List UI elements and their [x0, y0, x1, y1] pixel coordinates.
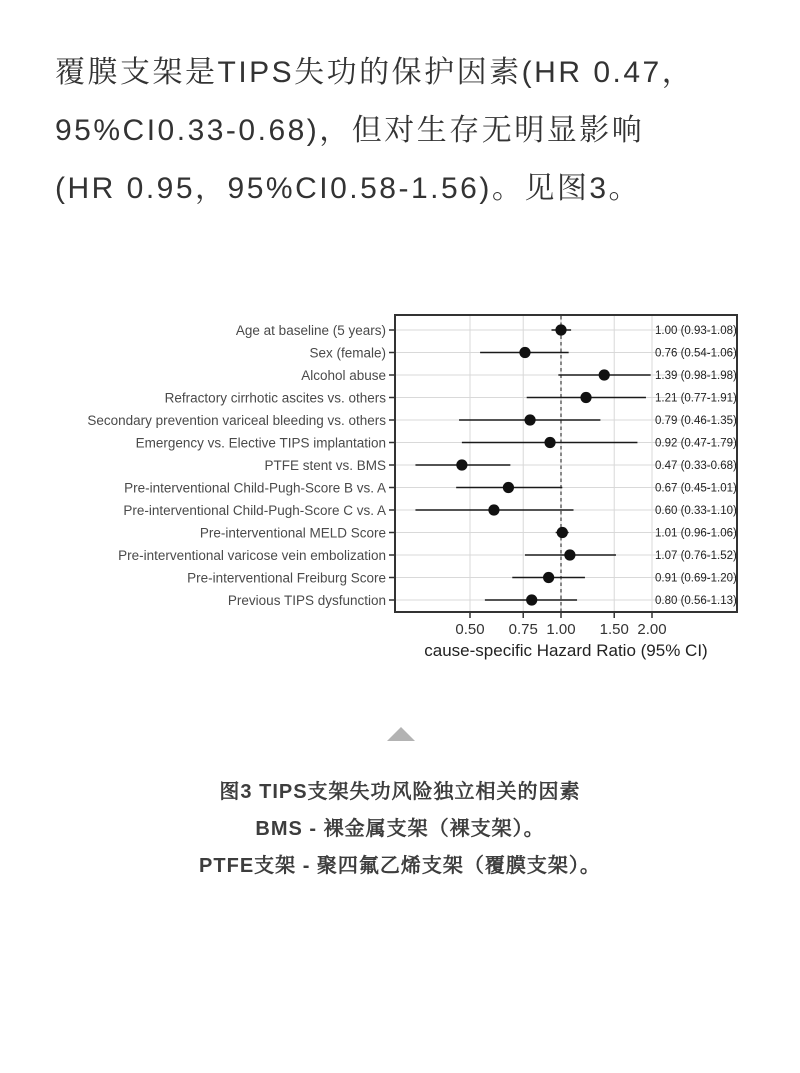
hr-point — [524, 414, 535, 425]
row-value: 0.47 (0.33-0.68) — [655, 460, 737, 472]
row-label: PTFE stent vs. BMS — [264, 457, 386, 473]
hr-point — [543, 572, 554, 583]
row-value: 1.21 (0.77-1.91) — [655, 392, 737, 405]
hr-point — [544, 437, 555, 448]
row-label: Age at baseline (5 years) — [235, 322, 386, 338]
forest-plot — [0, 295, 800, 675]
paragraph-line-1: 覆膜支架是TIPS失功的保护因素(HR 0.47， — [55, 56, 695, 89]
row-label: Pre-interventional varicose vein embolization — [118, 547, 386, 563]
hr-point — [519, 347, 530, 358]
row-value: 0.79 (0.46-1.35) — [655, 415, 737, 427]
figure-caption — [0, 774, 800, 885]
forest-plot-svg — [0, 295, 800, 675]
triangle-up-icon — [387, 727, 415, 741]
caption-title: 图3 TIPS支架失功风险独立相关的因素 — [219, 781, 581, 803]
row-label: Pre-interventional MELD Score — [199, 525, 386, 541]
x-tick-label: 0.50 — [455, 621, 485, 638]
row-value: 1.00 (0.93-1.08) — [655, 325, 737, 337]
row-value: 0.92 (0.47-1.79) — [655, 437, 737, 450]
row-label: Alcohol abuse — [301, 367, 386, 383]
row-label: Sex (female) — [309, 345, 386, 361]
hr-point — [580, 392, 591, 403]
hr-point — [564, 549, 575, 560]
hr-point — [503, 482, 514, 493]
hr-point — [557, 527, 568, 538]
row-label: Refractory cirrhotic ascites vs. others — [164, 390, 386, 406]
row-label: Pre-interventional Child-Pugh-Score C vs. A — [123, 502, 386, 518]
hr-point — [456, 459, 467, 470]
row-value: 0.60 (0.33-1.10) — [655, 505, 737, 517]
x-tick-label: 0.75 — [508, 621, 538, 638]
hr-point — [488, 504, 499, 515]
row-value: 0.67 (0.45-1.01) — [655, 482, 737, 495]
paragraph-line-2: 95%CI0.33-0.68)，但对生存无明显影响 — [55, 114, 645, 147]
body-paragraph — [55, 44, 775, 218]
paragraph-line-3: (HR 0.95，95%CI0.58-1.56)。见图3。 — [55, 172, 642, 205]
row-value: 1.39 (0.98-1.98) — [655, 370, 737, 382]
hr-point — [555, 324, 566, 335]
row-label: Pre-interventional Child-Pugh-Score B vs. A — [124, 480, 386, 496]
row-value: 0.76 (0.54-1.06) — [655, 347, 737, 360]
hr-point — [526, 594, 537, 605]
x-tick-label: 1.50 — [599, 621, 629, 638]
row-label: Emergency vs. Elective TIPS implantation — [135, 435, 386, 451]
row-value: 1.07 (0.76-1.52) — [655, 550, 737, 562]
row-label: Secondary prevention variceal bleeding vs. others — [87, 412, 386, 428]
row-value: 1.01 (0.96-1.06) — [655, 527, 737, 540]
row-value: 0.91 (0.69-1.20) — [655, 572, 737, 585]
x-axis-title: cause-specific Hazard Ratio (95% CI) — [424, 641, 708, 660]
hr-point — [599, 369, 610, 380]
x-tick-label: 1.00 — [546, 621, 576, 638]
row-label: Previous TIPS dysfunction — [227, 592, 386, 608]
caption-note-bms: BMS - 裸金属支架（裸支架）。 — [255, 818, 545, 840]
caption-note-ptfe: PTFE支架 - 聚四氟乙烯支架（覆膜支架）。 — [199, 855, 601, 877]
row-label: Pre-interventional Freiburg Score — [187, 570, 386, 586]
x-tick-label: 2.00 — [637, 621, 667, 638]
row-value: 0.80 (0.56-1.13) — [655, 595, 737, 607]
